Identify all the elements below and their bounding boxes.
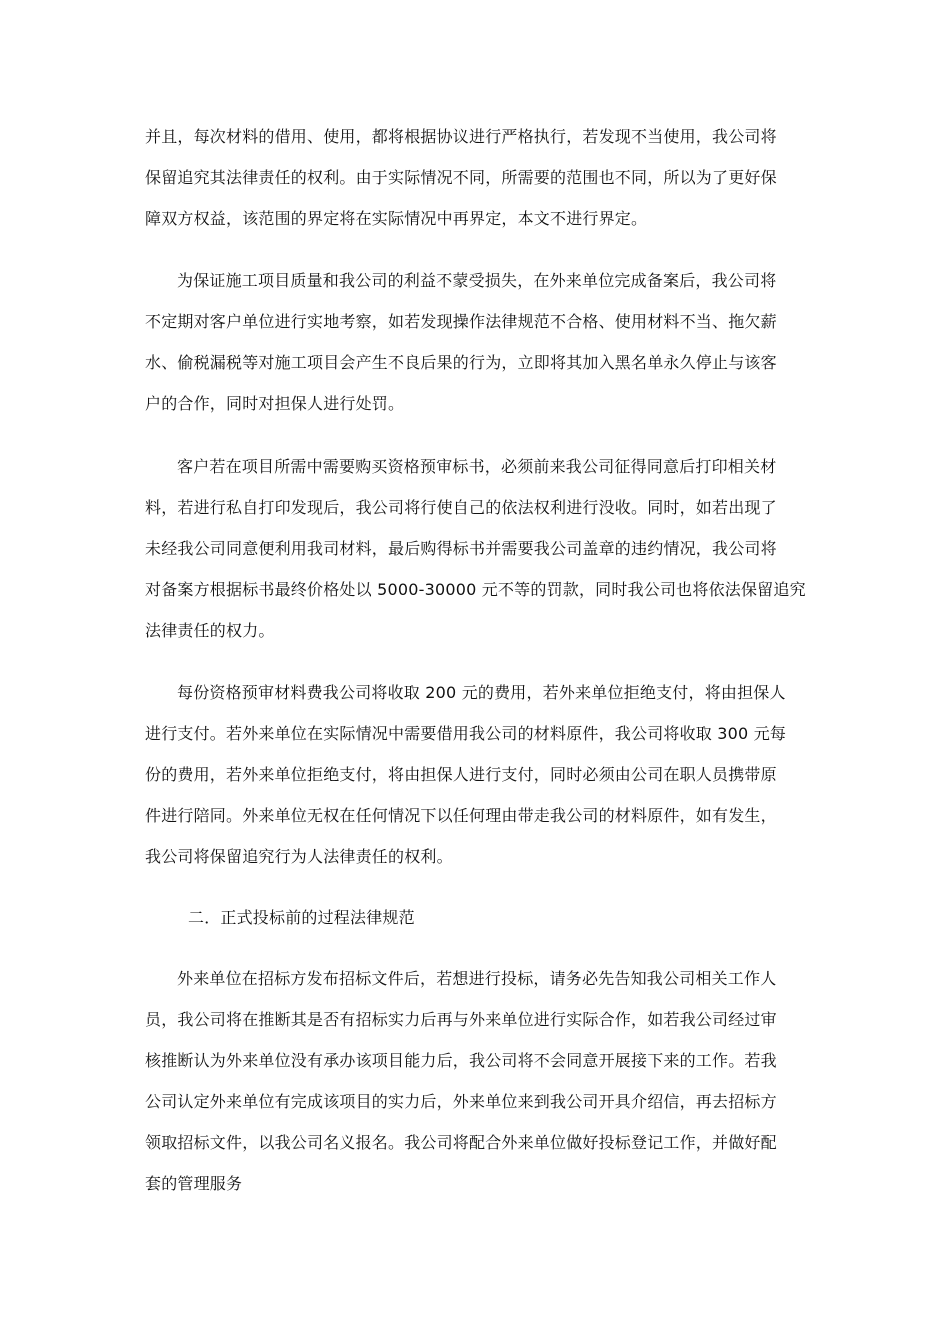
text-line: 领取招标文件，以我公司名义报名。我公司将配合外来单位做好投标登记工作，并做好配 [145,1133,777,1152]
text-line: 核推断认为外来单位没有承办该项目能力后，我公司将不会同意开展接下来的工作。若我 [145,1051,777,1070]
text-line: 进行支付。若外来单位在实际情况中需要借用我公司的材料原件，我公司将收取 300 元每 [145,724,787,743]
heading-text: 二．正式投标前的过程法律规范 [188,908,415,927]
text-line: 每份资格预审材料费我公司将收取 200 元的费用，若外来单位拒绝支付，将由担保人 [177,683,786,702]
text-line: 份的费用，若外来单位拒绝支付，将由担保人进行支付，同时必须由公司在职人员携带原 [145,765,777,784]
text-line: 并且，每次材料的借用、使用，都将根据协议进行严格执行，若发现不当使用，我公司将 [145,127,777,146]
text-line: 水、偷税漏税等对施工项目会产生不良后果的行为，立即将其加入黑名单永久停止与该客 [145,353,777,372]
text-line: 未经我公司同意便利用我司材料，最后购得标书并需要我公司盖章的违约情况，我公司将 [145,539,777,558]
text-line: 不定期对客户单位进行实地考察，如若发现操作法律规范不合格、使用材料不当、拖欠薪 [145,312,777,331]
text-line: 件进行陪同。外来单位无权在任何情况下以任何理由带走我公司的材料原件，如有发生， [145,806,777,825]
text-line: 料，若进行私自打印发现后，我公司将行使自己的依法权利进行没收。同时，如若出现了 [145,498,777,517]
text-line: 保留追究其法律责任的权利。由于实际情况不同，所需要的范围也不同，所以为了更好保 [145,168,777,187]
text-line: 户的合作，同时对担保人进行处罚。 [145,394,405,413]
text-line: 障双方权益，该范围的界定将在实际情况中再界定，本文不进行界定。 [145,209,648,228]
text-line: 对备案方根据标书最终价格处以 5000-30000 元不等的罚款，同时我公司也将依法保留追究 [145,580,806,599]
text-line: 我公司将保留追究行为人法律责任的权利。 [145,847,453,866]
text-line: 客户若在项目所需中需要购买资格预审标书，必须前来我公司征得同意后打印相关材 [177,457,777,476]
text-line: 员，我公司将在推断其是否有招标实力后再与外来单位进行实际合作，如若我公司经过审 [145,1010,777,1029]
text-line: 公司认定外来单位有完成该项目的实力后，外来单位来到我公司开具介绍信，再去招标方 [145,1092,777,1111]
text-line: 套的管理服务 [145,1174,243,1193]
text-line: 外来单位在招标方发布招标文件后，若想进行投标，请务必先告知我公司相关工作人 [177,969,777,988]
text-line: 法律责任的权力。 [145,621,275,640]
text-line: 为保证施工项目质量和我公司的利益不蒙受损失，在外来单位完成备案后，我公司将 [177,271,777,290]
